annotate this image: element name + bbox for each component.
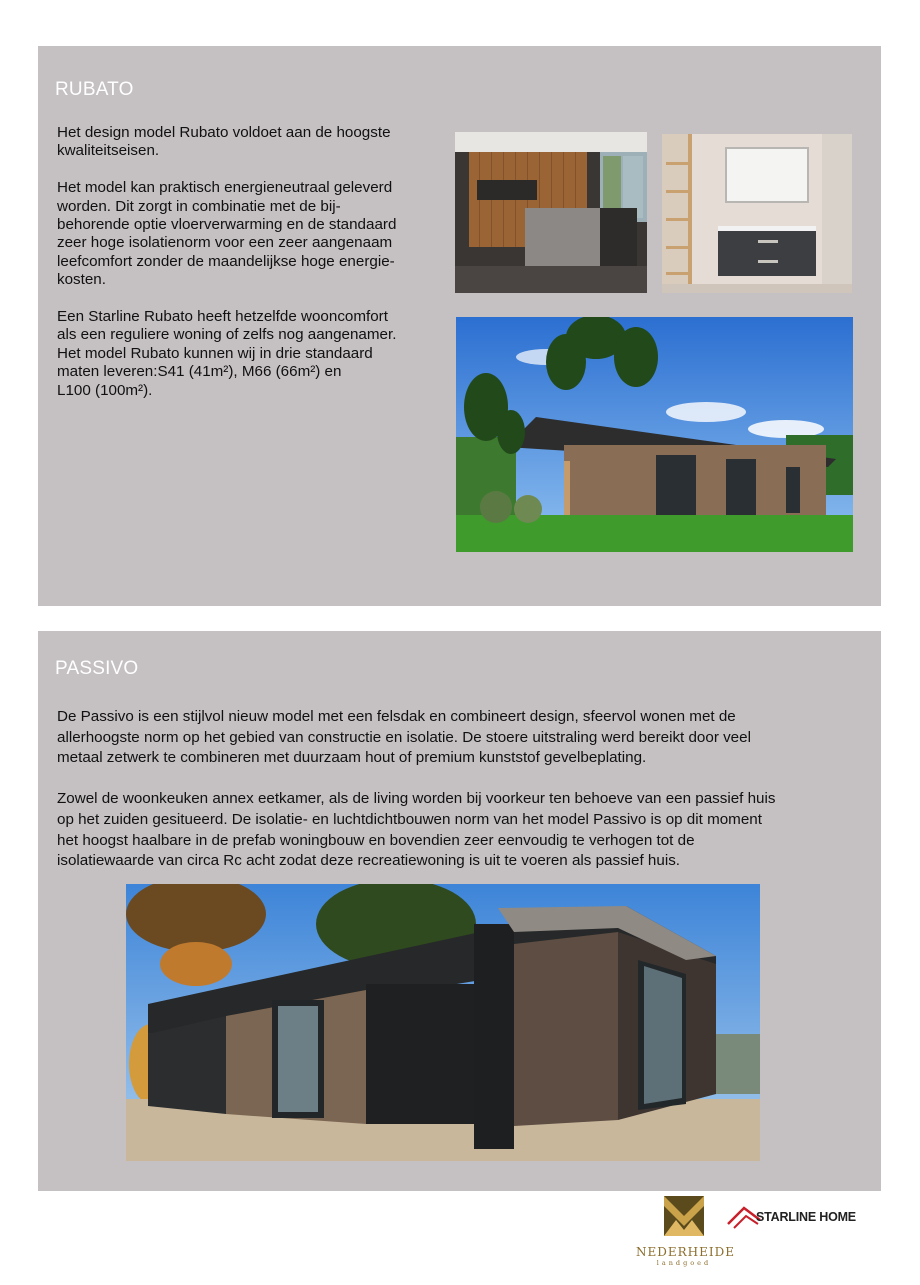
nederheide-sub: landgoed — [656, 1259, 712, 1267]
passivo-paragraph-1: De Passivo is een stijlvol nieuw model met een felsdak en combineert design, sfeervol wonen met de allerhoogste norm op het gebied van constructie en isolatie. De stoere uitstraling werd bereikt door veel metaal zetwerk te combineren met duurzaam hout of premium kunststof gevelbeplating. — [57, 708, 751, 767]
passivo-section — [38, 631, 881, 1191]
passivo-text — [57, 707, 867, 890]
nederheide-name: NEDERHEIDE — [636, 1245, 736, 1259]
nederheide-logo — [636, 1194, 736, 1267]
rubato-text — [57, 124, 457, 418]
passivo-paragraph-2: Zowel de woonkeuken annex eetkamer, als de living worden bij voorkeur ten behoeve van een passief huis op het zuiden gesitueerd. De isolatie- en luchtdichtbouwen norm van het model Passivo is op dit moment het hoogst haalbare in de prefab woningbouw en bovendien zeer eenvoudig te verhogen tot de isolatiewaarde van circa Rc acht zodat deze recreatiewoning is uit te voeren als passief huis. — [57, 790, 776, 870]
rubato-house-photo — [456, 317, 853, 552]
bathroom-photo — [662, 134, 852, 293]
passivo-title: PASSIVO — [55, 658, 139, 679]
rubato-paragraph-3: Een Starline Rubato heeft hetzelfde wooncomfort als een reguliere woning of zelfs nog aangenamer. Het model Rubato kunnen wij in drie standaard maten leveren:S41 (41m²), M66 (66m²) en L100 (100m²). — [57, 308, 397, 399]
starline-name: STARLINE HOME — [756, 1210, 856, 1224]
rubato-paragraph-1: Het design model Rubato voldoet aan de hoogste kwaliteitseisen. — [57, 124, 391, 160]
rubato-title: RUBATO — [55, 79, 134, 100]
passivo-house-photo — [126, 884, 760, 1161]
starline-logo — [724, 1202, 856, 1232]
nederheide-emblem-icon — [661, 1194, 707, 1238]
footer-logos — [620, 1192, 910, 1282]
kitchen-photo — [455, 132, 647, 293]
rubato-section — [38, 46, 881, 606]
rubato-paragraph-2: Het model kan praktisch energieneutraal geleverd worden. Dit zorgt in combinatie met de bij- behorende optie vloerverwarming en de standaard zeer hoge isolatienorm voor een zeer aangenaam leefcomfort zonder de maandelijkse hoge energie- kosten. — [57, 179, 397, 289]
